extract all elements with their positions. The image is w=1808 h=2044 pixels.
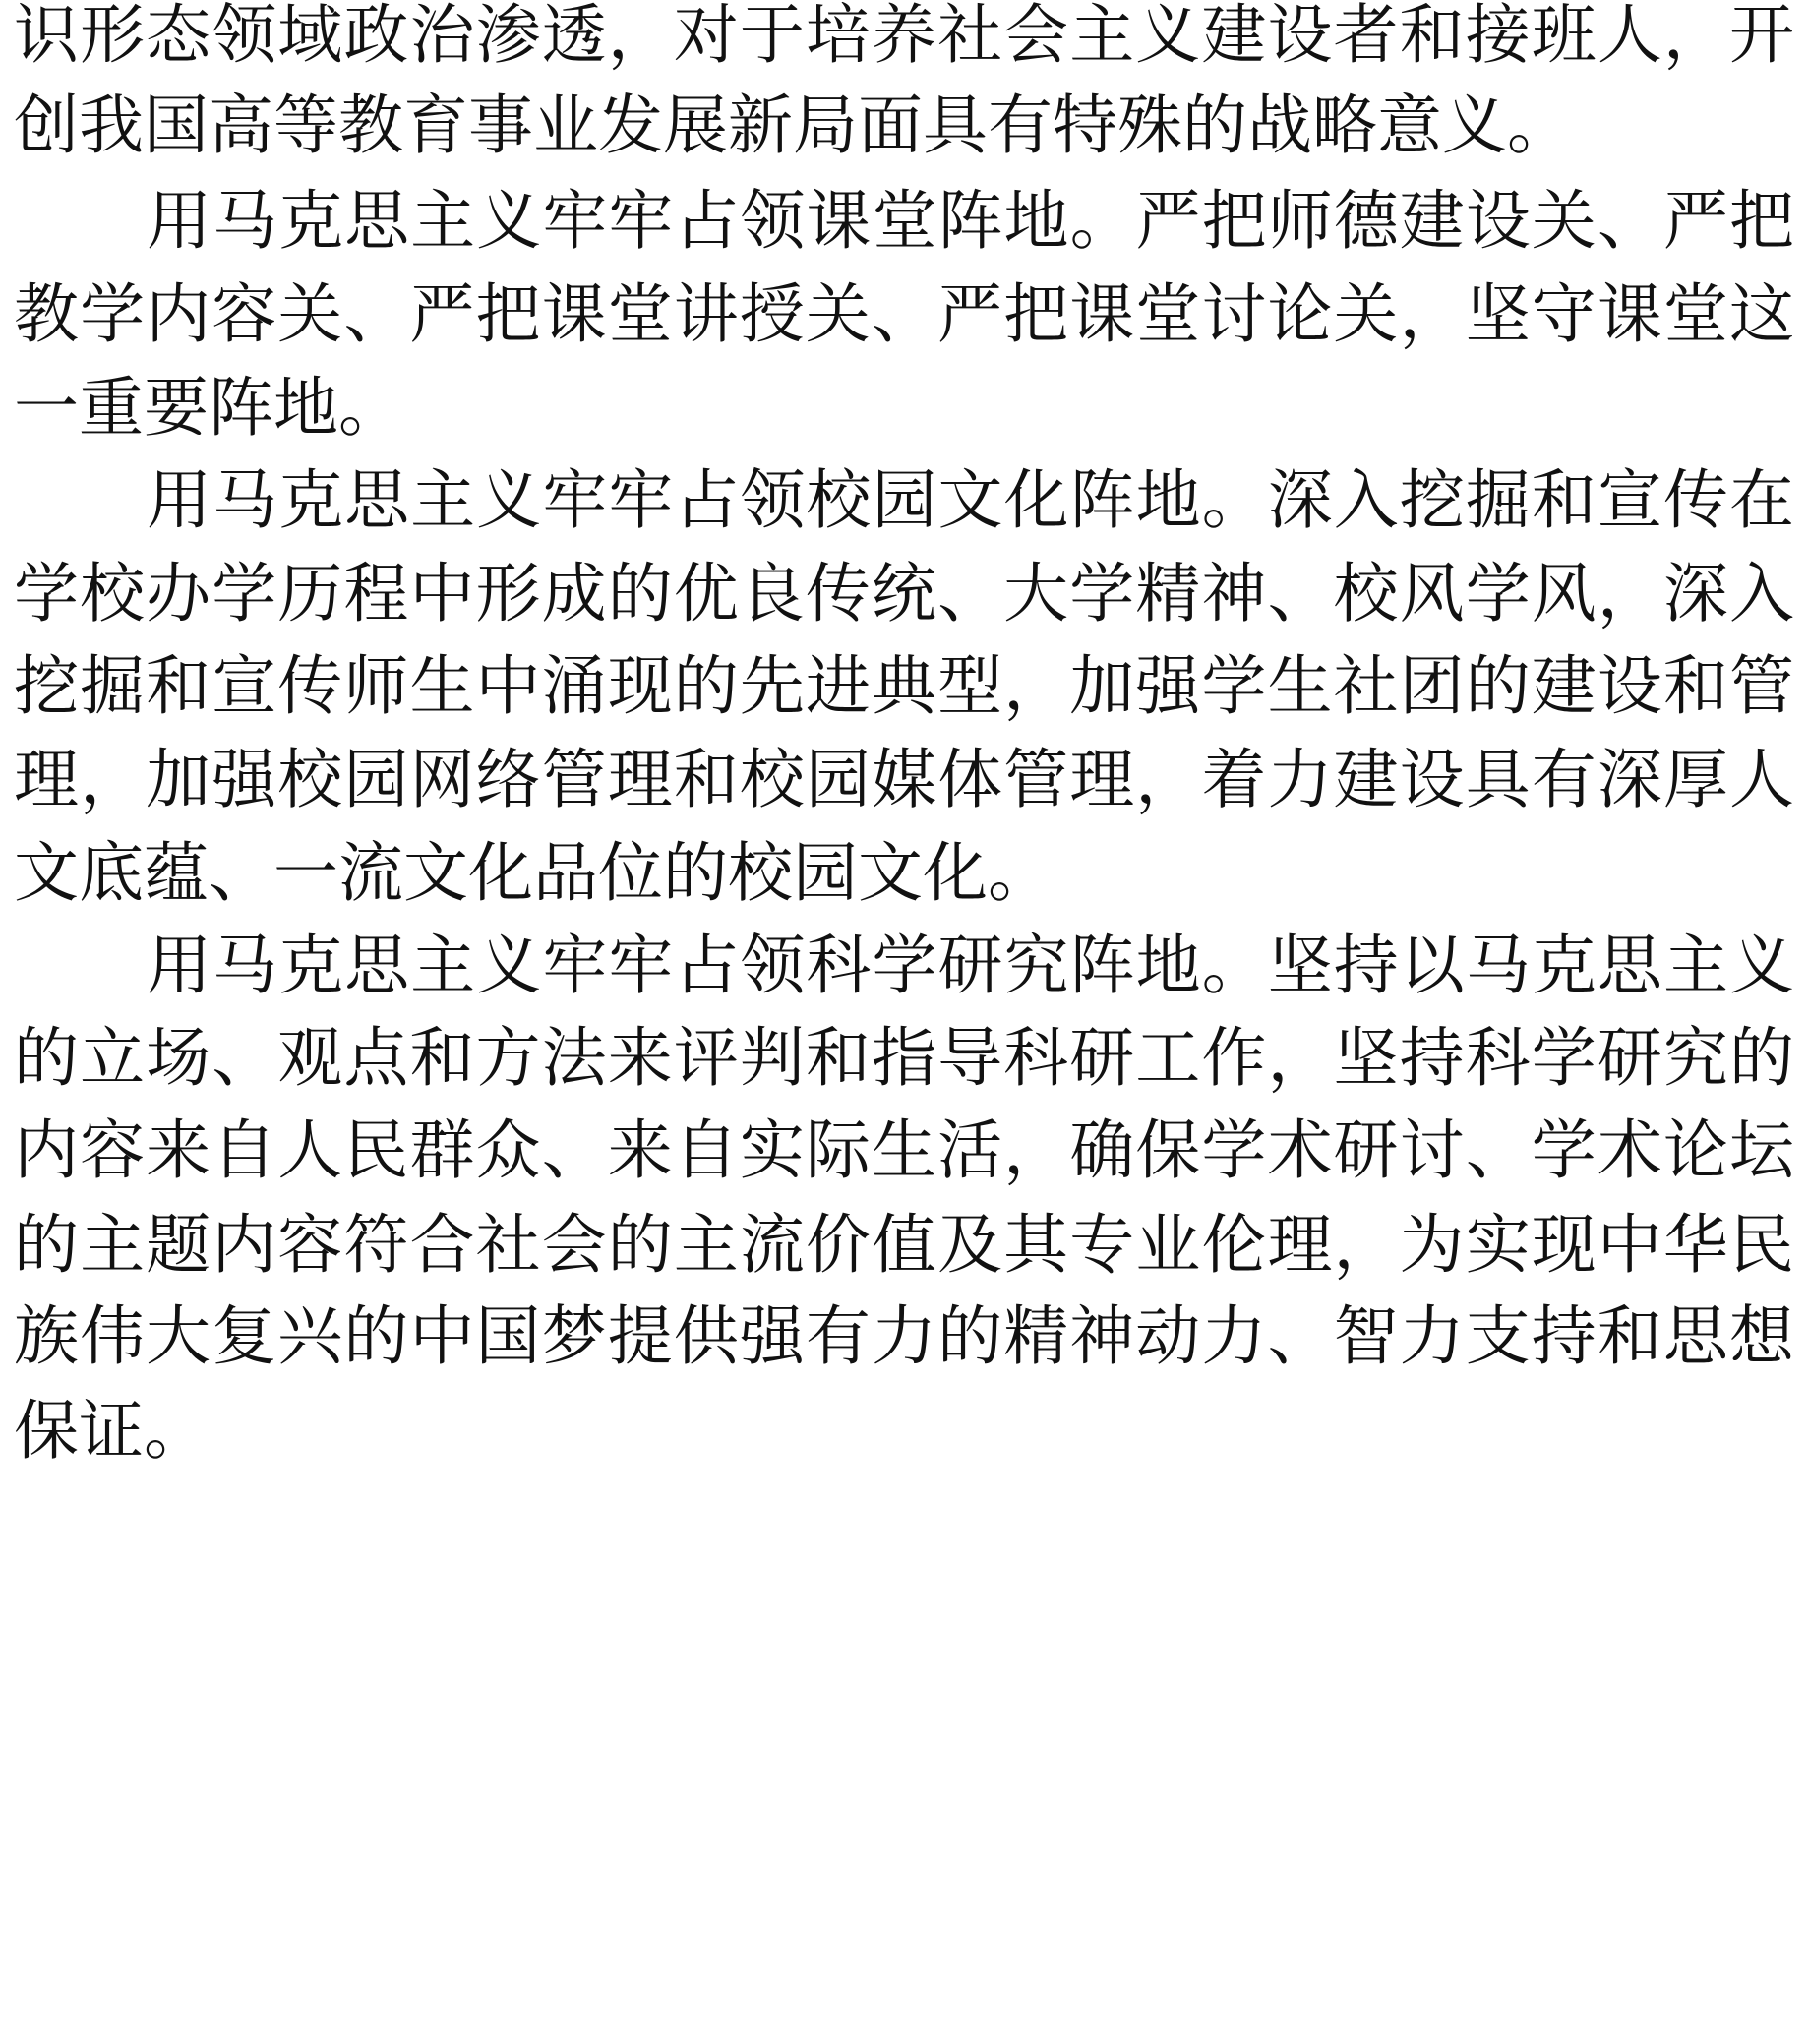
paragraph-3-line-2: 学校办学历程中形成的优良传统、大学精神、校风学风，深入 [14,556,1794,631]
paragraph-2-line-2: 教学内容关、严把课堂讲授关、严把课堂讨论关，坚守课堂这 [14,276,1794,352]
paragraph-1-line-2: 创我国高等教育事业发展新局面具有特殊的战略意义。 [14,88,1572,163]
document-page [14,0,1794,2044]
paragraph-4-line-2: 的立场、观点和方法来评判和指导科研工作，坚持科学研究的 [14,1020,1794,1096]
paragraph-4-line-5: 族伟大复兴的中国梦提供强有力的精神动力、智力支持和思想 [14,1298,1794,1374]
paragraph-2-line-1: 用马克思主义牢牢占领课堂阵地。严把师德建设关、严把 [147,183,1794,259]
paragraph-4-line-3: 内容来自人民群众、来自实际生活，确保学术研讨、学术论坛 [14,1112,1794,1188]
paragraph-4-line-1: 用马克思主义牢牢占领科学研究阵地。坚持以马克思主义 [147,928,1794,1003]
paragraph-4-line-6: 保证。 [14,1393,209,1469]
paragraph-4-line-4: 的主题内容符合社会的主流价值及其专业伦理，为实现中华民 [14,1207,1794,1283]
paragraph-3-line-4: 理，加强校园网络管理和校园媒体管理，着力建设具有深厚人 [14,742,1794,817]
paragraph-1-line-1: 识形态领域政治渗透，对于培养社会主义建设者和接班人，开 [14,0,1794,73]
paragraph-3-line-3: 挖掘和宣传师生中涌现的先进典型，加强学生社团的建设和管 [14,648,1794,724]
paragraph-3-line-5: 文底蕴、一流文化品位的校园文化。 [14,835,1053,911]
paragraph-2-line-3: 一重要阵地。 [14,370,403,446]
paragraph-3-line-1: 用马克思主义牢牢占领校园文化阵地。深入挖掘和宣传在 [147,462,1794,538]
